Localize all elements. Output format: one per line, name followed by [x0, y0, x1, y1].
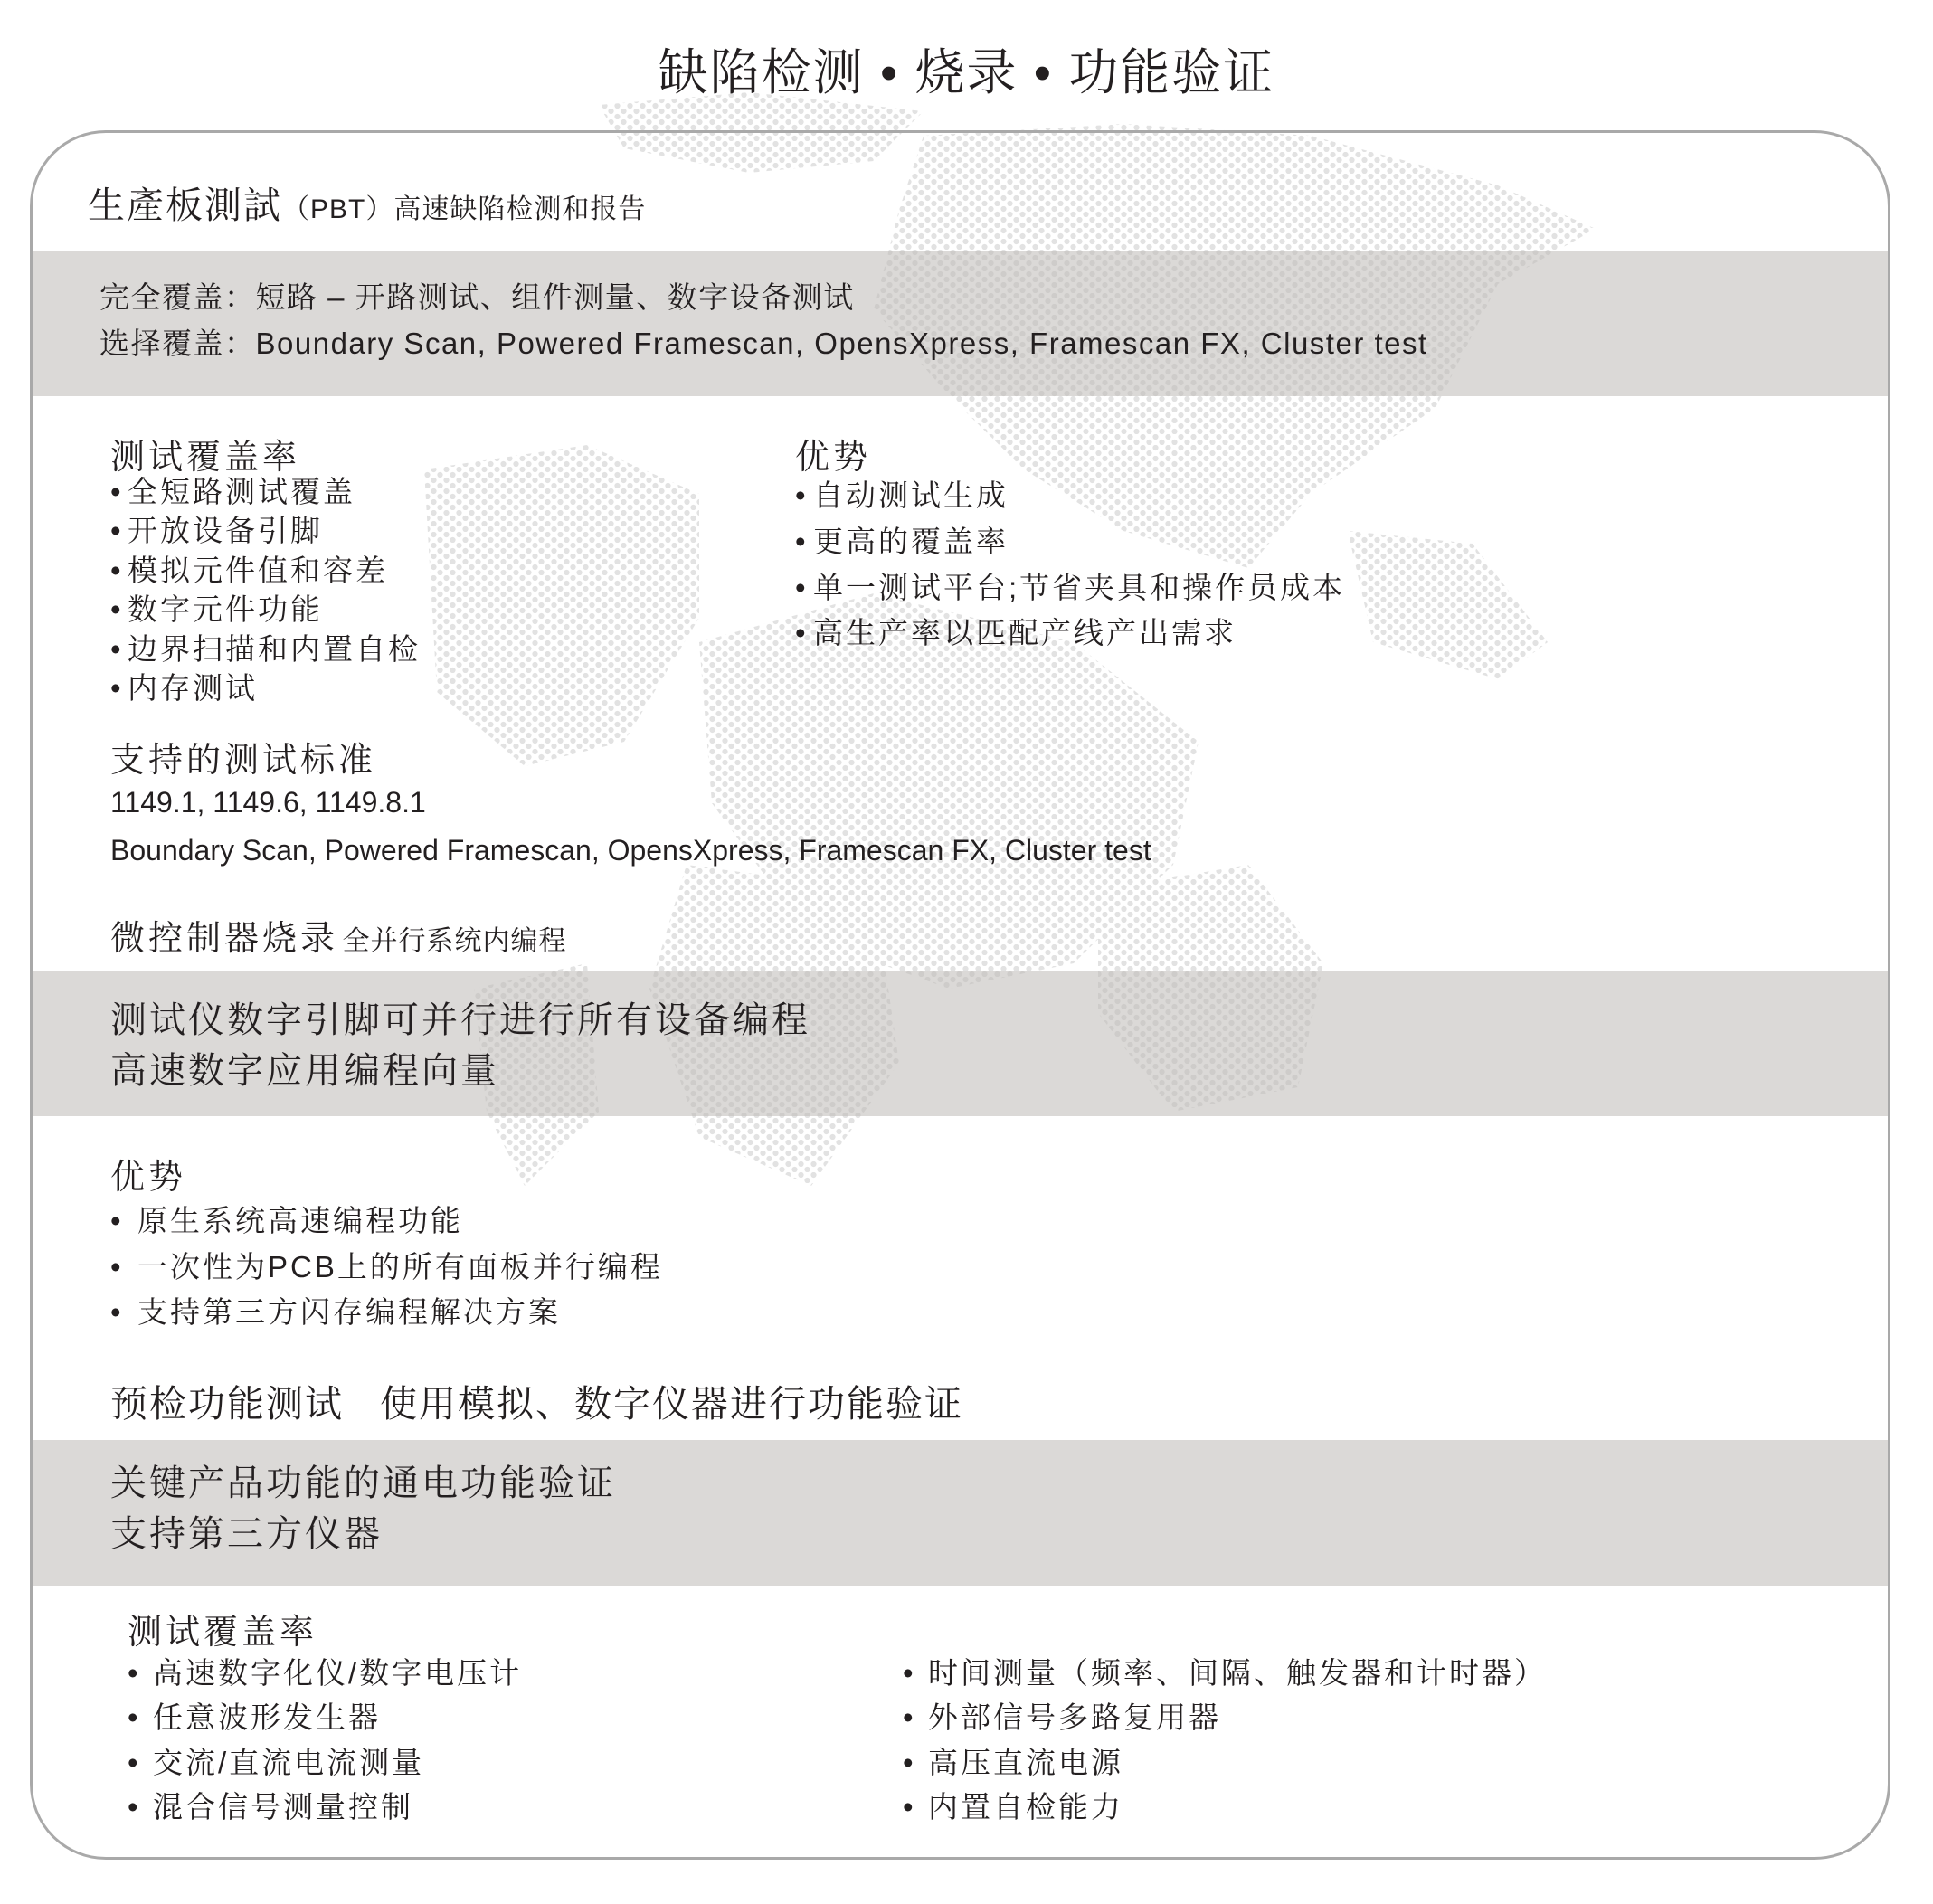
- bullet-icon: [128, 1651, 141, 1695]
- bullet-icon: [903, 1740, 916, 1785]
- pbt-advantages-list: [795, 473, 1345, 657]
- list-item: • 任意波形发生器: [128, 1695, 522, 1739]
- list-item: • 高生产率以匹配产线产出需求: [795, 611, 1345, 657]
- map-region: [1348, 531, 1548, 679]
- programming-title: 微控制器烧录: [110, 920, 339, 958]
- bullet-icon: [795, 611, 809, 657]
- list-item: • 单一测试平台;节省夹具和操作员成本: [795, 565, 1345, 611]
- bullet-icon: [795, 565, 809, 611]
- full-coverage-text: 完全覆盖：短路 – 开路测试、组件测量、数字设备测试: [99, 280, 855, 314]
- functional-subtitle: 使用模拟、数字仪器进行功能验证: [380, 1383, 963, 1425]
- bullet-icon: [903, 1695, 916, 1739]
- pbt-highlight: [99, 274, 1428, 366]
- functional-coverage-heading: 测试覆盖率: [128, 1614, 318, 1652]
- bullet-icon: [795, 473, 809, 519]
- selective-coverage-text: 选择覆盖：Boundary Scan, Powered Framescan, OpensXpress, Framescan FX, Cluster test: [99, 327, 1428, 360]
- bullet-icon: [110, 1290, 124, 1336]
- programming-highlight: [110, 995, 810, 1096]
- bullet-icon: [110, 472, 124, 511]
- bullet-icon: [110, 630, 124, 668]
- list-item: • 内存测试: [110, 668, 421, 707]
- pbt-coverage-list: [110, 472, 421, 707]
- highlight-line: 测试仪数字引脚可并行进行所有设备编程: [110, 1000, 810, 1040]
- pbt-heading: [88, 175, 646, 229]
- pbt-coverage-heading: 测试覆盖率: [110, 439, 301, 477]
- standards-numbers: 1149.1, 1149.6, 1149.8.1: [110, 786, 426, 819]
- page-title: 缺陷检测 • 烧录 • 功能验证: [658, 44, 1275, 100]
- list-item: • 时间测量（频率、间隔、触发器和计时器）: [903, 1651, 1547, 1695]
- list-item: • 数字元件功能: [110, 590, 421, 629]
- standards-methods: Boundary Scan, Powered Framescan, OpensXpress, Framescan FX, Cluster test: [110, 834, 1151, 867]
- list-item: • 全短路测试覆盖: [110, 472, 421, 511]
- bullet-icon: [128, 1785, 141, 1829]
- bullet-icon: [903, 1785, 916, 1829]
- list-item: • 高压直流电源: [903, 1740, 1547, 1785]
- programming-heading: [110, 910, 566, 960]
- functional-title: 预检功能测试: [110, 1383, 344, 1425]
- list-item: • 外部信号多路复用器: [903, 1695, 1547, 1739]
- programming-subtitle: 全并行系统内编程: [342, 926, 567, 956]
- bullet-icon: [110, 511, 124, 550]
- list-item: • 原生系统高速编程功能: [110, 1198, 663, 1245]
- functional-coverage-right-list: [903, 1651, 1547, 1829]
- functional-heading: [110, 1374, 963, 1427]
- programming-advantages-heading: 优势: [110, 1159, 187, 1197]
- list-item: • 更高的覆盖率: [795, 519, 1345, 565]
- functional-highlight: [110, 1458, 616, 1559]
- bullet-icon: [110, 1198, 124, 1245]
- list-item: • 交流/直流电流测量: [128, 1740, 522, 1785]
- map-region: [424, 445, 699, 766]
- bullet-icon: [903, 1651, 916, 1695]
- bullet-icon: [110, 590, 124, 629]
- pbt-advantages-heading: 优势: [795, 439, 872, 477]
- programming-advantages-list: [110, 1198, 663, 1336]
- highlight-line: 支持第三方仪器: [110, 1514, 383, 1554]
- list-item: • 自动测试生成: [795, 473, 1345, 519]
- list-item: • 混合信号测量控制: [128, 1785, 522, 1829]
- list-item: • 内置自检能力: [903, 1785, 1547, 1829]
- list-item: • 模拟元件值和容差: [110, 551, 421, 590]
- pbt-subtitle: （PBT）高速缺陷检测和报告: [282, 194, 647, 224]
- bullet-icon: [795, 519, 809, 565]
- standards-heading: 支持的测试标准: [110, 742, 377, 780]
- bullet-icon: [110, 551, 124, 590]
- bullet-icon: [110, 668, 124, 707]
- highlight-line: 高速数字应用编程向量: [110, 1051, 499, 1091]
- functional-coverage-left-list: [128, 1651, 522, 1829]
- pbt-title: 生產板測試: [88, 185, 282, 226]
- list-item: • 高速数字化仪/数字电压计: [128, 1651, 522, 1695]
- highlight-line: 关键产品功能的通电功能验证: [110, 1464, 616, 1503]
- bullet-icon: [110, 1245, 124, 1291]
- bullet-icon: [128, 1740, 141, 1785]
- list-item: • 一次性为PCB上的所有面板并行编程: [110, 1245, 663, 1291]
- bullet-icon: [128, 1695, 141, 1739]
- list-item: • 支持第三方闪存编程解决方案: [110, 1290, 663, 1336]
- map-region: [599, 92, 924, 173]
- list-item: • 开放设备引脚: [110, 511, 421, 550]
- list-item: • 边界扫描和内置自检: [110, 630, 421, 668]
